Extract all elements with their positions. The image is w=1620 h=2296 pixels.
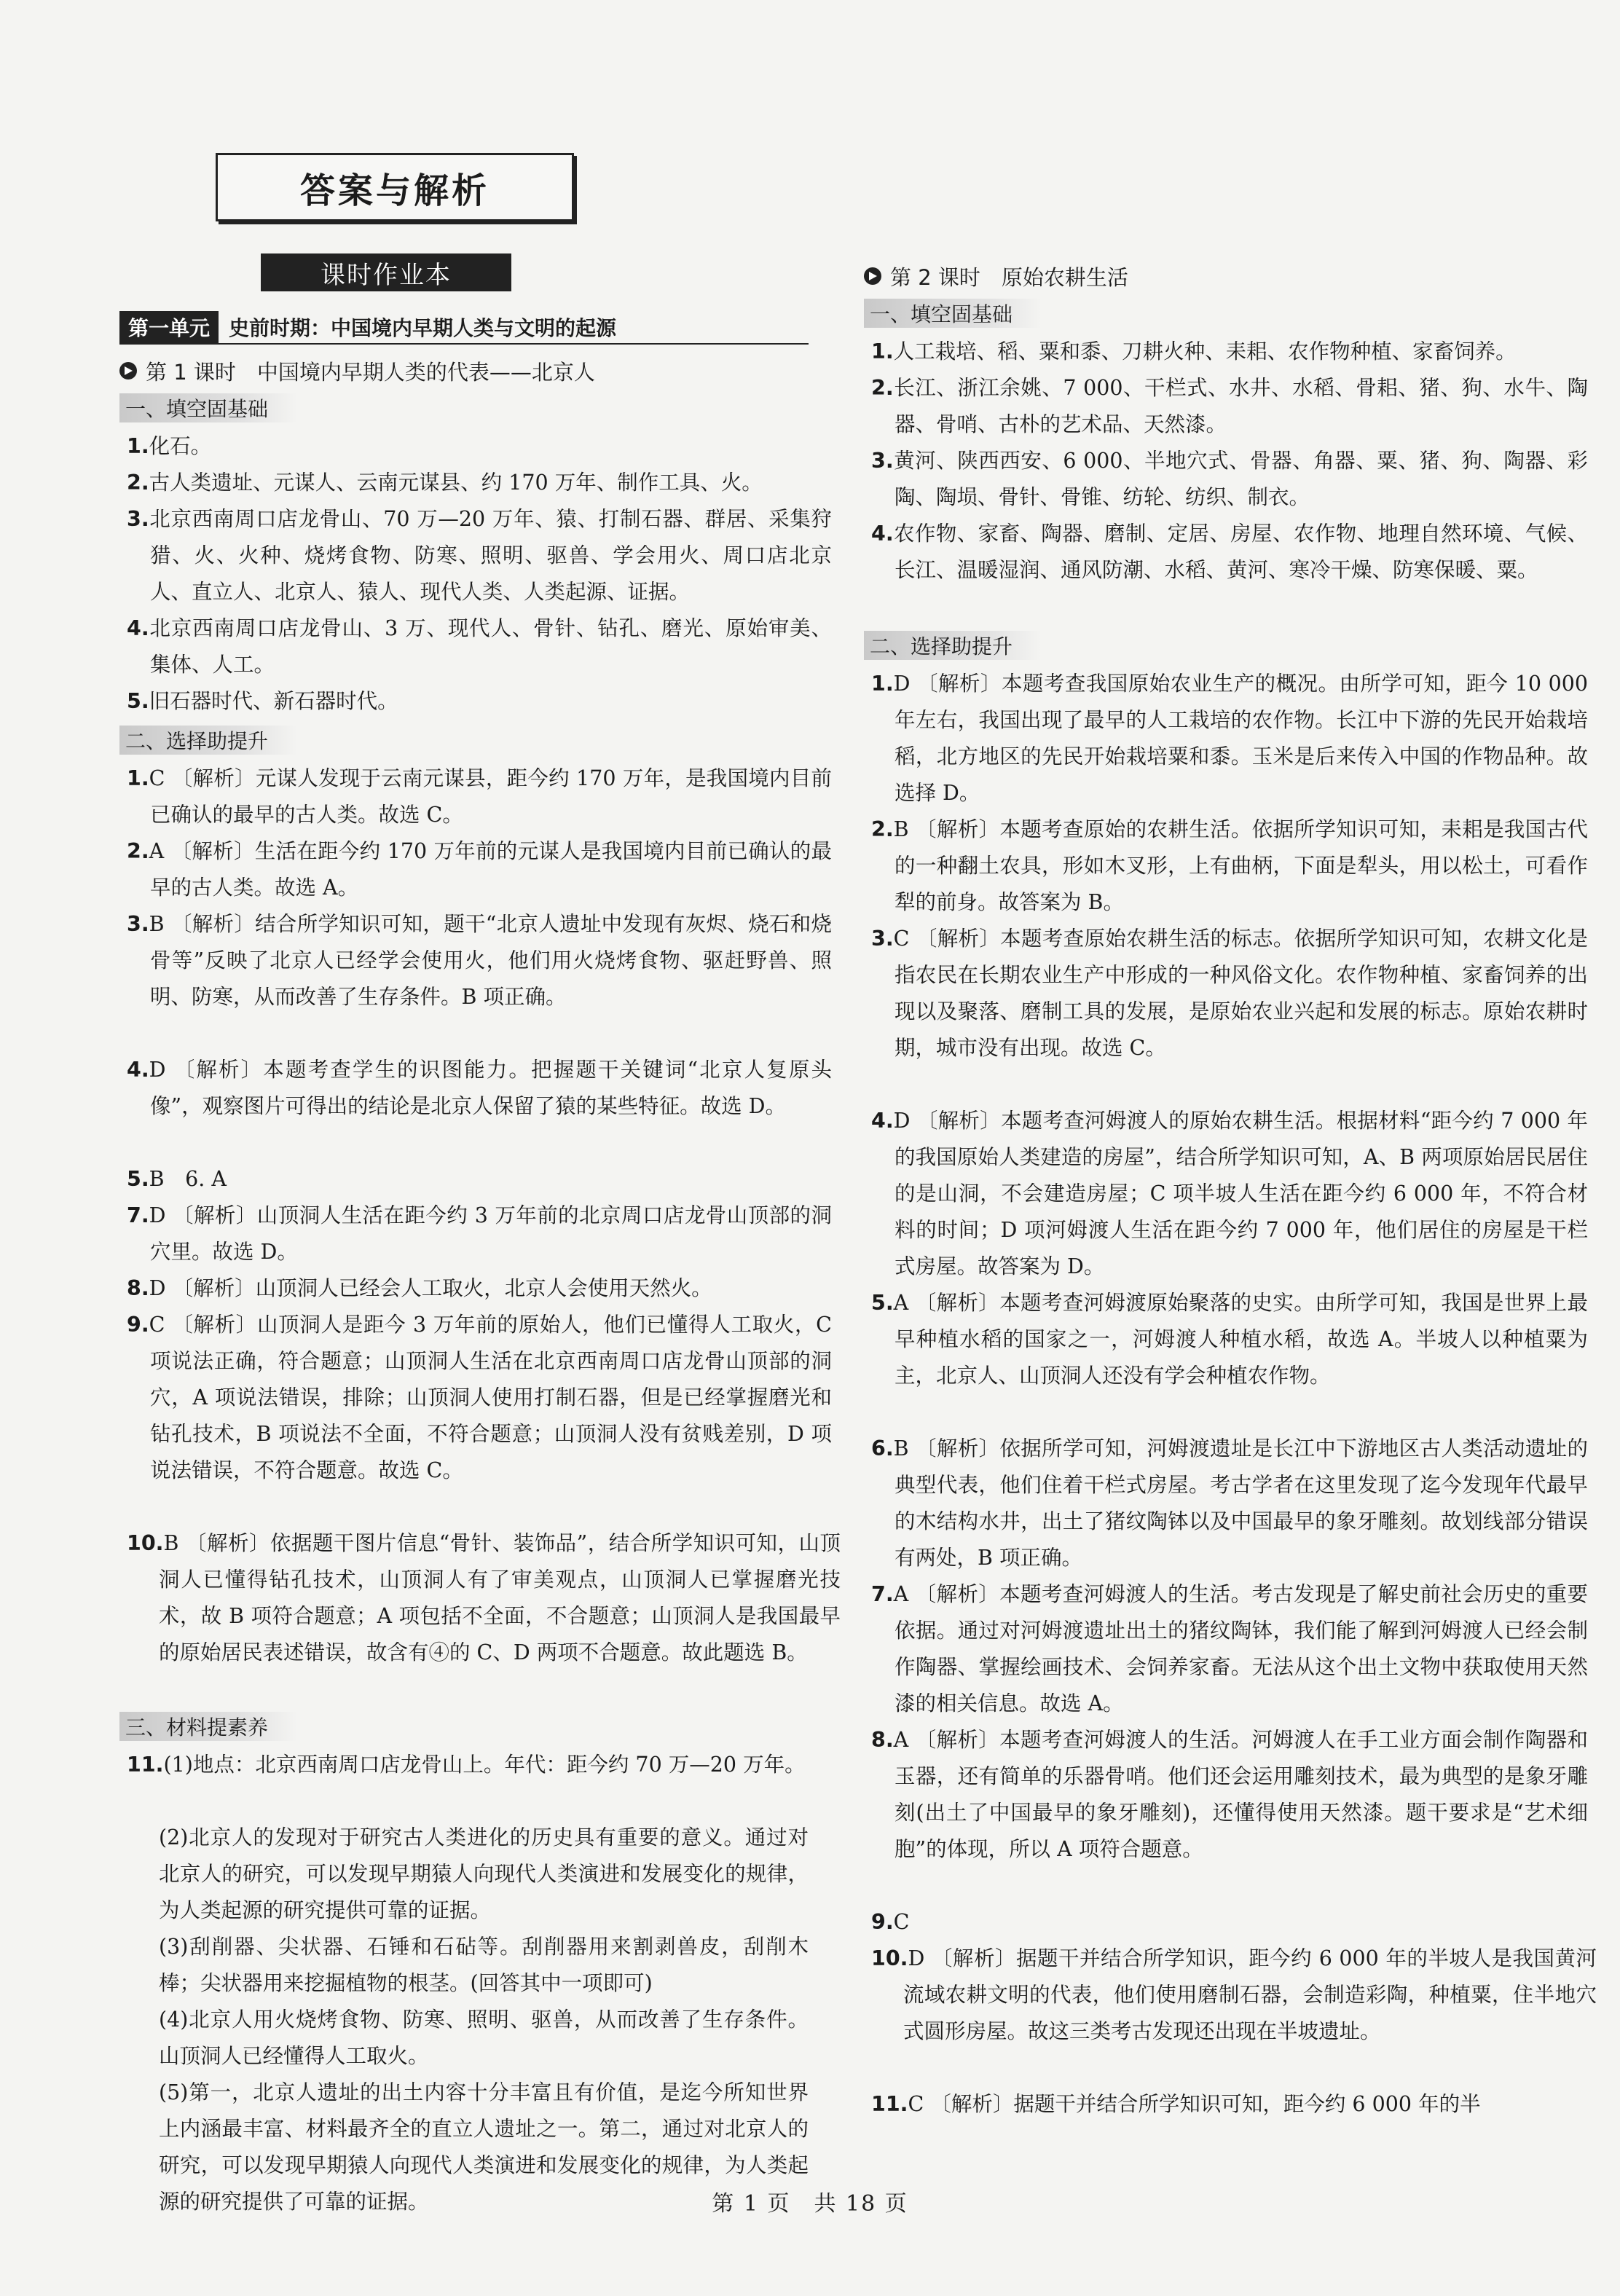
list-item: 4.D 〔解析〕本题考查学生的识图能力。把握题干关键词“北京人复原头像”，观察图片可得出的结论是北京人保留了猿的某些特征。故选 D。 <box>127 1058 832 1118</box>
section-heading: 二、选择助提升 <box>864 631 1042 660</box>
list-item: 5.旧石器时代、新石器时代。 <box>127 689 398 713</box>
list-item: 2.古人类遗址、元谋人、云南元谋县、约 170 万年、制作工具、火。 <box>127 471 763 495</box>
section-heading: 一、填空固基础 <box>119 393 297 422</box>
list-item: 8.A 〔解析〕本题考查河姆渡人的生活。河姆渡人在手工业方面会制作陶器和玉器，还有简单的乐器骨哨。他们还会运用雕刻技术，最为典型的是象牙雕刻(出土了中国最早的象牙雕刻)，还懂得使用天然漆。题干要求是“艺术细胞”的体现，所以 A 项符合题意。 <box>871 1728 1588 1861</box>
list-item: 5.A 〔解析〕本题考查河姆渡原始聚落的史实。由所学可知，我国是世界上最早种植水稻的国家之一，河姆渡人种植水稻，故选 A。半坡人以种植粟为主，北京人、山顶洞人还没有学会种植农作物。 <box>871 1291 1588 1388</box>
unit-title: 史前时期：中国境内早期人类与文明的起源 <box>229 316 617 340</box>
page-footer: 第 1 页 共 18 页 <box>712 2191 908 2217</box>
section-heading: 三、材料提素养 <box>119 1712 297 1741</box>
section-heading: 二、选择助提升 <box>119 726 297 755</box>
list-item: 8.D 〔解析〕山顶洞人已经会人工取火，北京人会使用天然火。 <box>127 1276 712 1300</box>
list-item: 3.黄河、陕西西安、6 000、半地穴式、骨器、角器、粟、猪、狗、陶器、彩陶、陶埙、骨针、骨锥、纺轮、纺织、制衣。 <box>871 449 1588 509</box>
list-item: 10.B 〔解析〕依据题干图片信息“骨针、装饰品”，结合所学知识可知，山顶洞人已懂得钻孔技术，山顶洞人有了审美观点，山顶洞人已掌握磨光技术，故 B 项符合题意；A 项包括不全面，不合题意；山顶洞人是我国最早的原始居民表述错误，故含有④的 C、D 两项不合题意。故此题选 B。 <box>127 1531 841 1664</box>
list-item: 9.C <box>871 1910 910 1934</box>
list-item: 2.长江、浙江余姚、7 000、干栏式、水井、水稻、骨耜、猪、狗、水牛、陶器、骨哨、古朴的艺术品、天然漆。 <box>871 376 1588 436</box>
list-item: 4.农作物、家畜、陶器、磨制、定居、房屋、农作物、地理自然环境、气候、长江、温暖湿润、通风防潮、水稻、黄河、寒冷干燥、防寒保暖、粟。 <box>871 522 1588 582</box>
list-item: 1.化石。 <box>127 434 212 458</box>
unit-tag: 第一单元 <box>119 311 219 343</box>
list-item: 5.B 6. A <box>127 1167 227 1191</box>
list-item: 11.C 〔解析〕据题干并结合所学知识可知，距今约 6 000 年的半 <box>871 2092 1481 2116</box>
section-heading: 一、填空固基础 <box>864 299 1042 328</box>
list-item: 2.A 〔解析〕生活在距今约 170 万年前的元谋人是我国境内目前已确认的最早的古人类。故选 A。 <box>127 839 832 900</box>
page-subtitle: 课时作业本 <box>261 253 511 291</box>
list-item: 10.D 〔解析〕据题干并结合所学知识，距今约 6 000 年的半坡人是我国黄河流域农耕文明的代表，他们使用磨制石器，会制造彩陶，种植粟，住半地穴式圆形房屋。故这三类考古发现还出现在半坡遗址。 <box>871 1946 1597 2043</box>
play-bullet-icon <box>119 362 137 380</box>
unit-header <box>119 311 809 345</box>
list-item: 4.D 〔解析〕本题考查河姆渡人的原始农耕生活。根据材料“距今约 7 000 年的我国原始人类建造的房屋”，结合所学知识可知，A、B 两项原始居民居住的是山洞，不会建造房屋；C 项半坡人生活在距今约 6 000 年，不符合材料的时间；D 项河姆渡人生活在距今约 7 000 年，他们居住的房屋是干栏式房屋。故答案为 D。 <box>871 1109 1588 1278</box>
lesson-2-title: 第 2 课时 原始农耕生活 <box>890 264 1128 290</box>
answer-paragraph: (5)第一，北京人遗址的出土内容十分丰富且有价值，是迄今所知世界上内涵最丰富、材料最齐全的直立人遗址之一。第二，通过对北京人的研究，可以发现早期猿人向现代人类演进和发展变化的规律，为人类起源的研究提供了可靠的证据。 <box>159 2080 809 2214</box>
lesson-1-heading <box>119 354 595 388</box>
list-item: 11.(1)地点：北京西南周口店龙骨山上。年代：距今约 70 万—20 万年。 <box>127 1753 806 1777</box>
list-item: 7.A 〔解析〕本题考查河姆渡人的生活。考古发现是了解史前社会历史的重要依据。通过对河姆渡遗址出土的猪纹陶钵，我们能了解到河姆渡人已经会制作陶器、掌握绘画技术、会饲养家畜。无法从这个出土文物中获取使用天然漆的相关信息。故选 A。 <box>871 1582 1588 1715</box>
list-item: 3.B 〔解析〕结合所学知识可知，题干“北京人遗址中发现有灰烬、烧石和烧骨等”反映了北京人已经学会使用火，他们用火烧烤食物、驱赶野兽、照明、防寒，从而改善了生存条件。B 项正确。 <box>127 912 832 1009</box>
list-item: 4.北京西南周口店龙骨山、3 万、现代人、骨针、钻孔、磨光、原始审美、集体、人工。 <box>127 616 832 677</box>
lesson-1-title: 第 1 课时 中国境内早期人类的代表——北京人 <box>146 359 595 385</box>
list-item: 7.D 〔解析〕山顶洞人生活在距今约 3 万年前的北京周口店龙骨山顶部的洞穴里。故选 D。 <box>127 1203 832 1264</box>
list-item: 3.北京西南周口店龙骨山、70 万—20 万年、猿、打制石器、群居、采集狩猎、火、火种、烧烤食物、防寒、照明、驱兽、学会用火、周口店北京人、直立人、北京人、猿人、现代人类、人类起源、证据。 <box>127 507 832 604</box>
answer-paragraph: (4)北京人用火烧烤食物、防寒、照明、驱兽，从而改善了生存条件。山顶洞人已经懂得人工取火。 <box>159 2008 809 2068</box>
list-item: 6.B 〔解析〕依据所学可知，河姆渡遗址是长江中下游地区古人类活动遗址的典型代表，他们住着干栏式房屋。考古学者在这里发现了迄今发现年代最早的木结构水井，出土了猪纹陶钵以及中国最早的象牙雕刻。故划线部分错误有两处，B 项正确。 <box>871 1436 1588 1570</box>
list-item: 2.B 〔解析〕本题考查原始的农耕生活。依据所学知识可知，耒耜是我国古代的一种翻土农具，形如木叉形，上有曲柄，下面是犁头，用以松土，可看作犁的前身。故答案为 B。 <box>871 817 1588 914</box>
list-item: 1.D 〔解析〕本题考查我国原始农业生产的概况。由所学可知，距今 10 000 年左右，我国出现了最早的人工栽培的农作物。长江中下游的先民开始栽培稻，北方地区的先民开始栽培粟和黍。玉米是后来传入中国的作物品种。故选择 D。 <box>871 672 1588 805</box>
answer-paragraph: (3)刮削器、尖状器、石锤和石砧等。刮削器用来割剥兽皮，刮削木棒；尖状器用来挖掘植物的根茎。(回答其中一项即可) <box>159 1935 809 1995</box>
answer-paragraph: (2)北京人的发现对于研究古人类进化的历史具有重要的意义。通过对北京人的研究，可以发现早期猿人向现代人类演进和发展变化的规律，为人类起源的研究提供可靠的证据。 <box>159 1825 809 1922</box>
list-item: 1.人工栽培、稻、粟和黍、刀耕火种、耒耜、农作物种植、家畜饲养。 <box>871 339 1517 363</box>
play-bullet-icon <box>864 267 881 285</box>
page-title: 答案与解析 <box>216 153 574 221</box>
list-item: 9.C 〔解析〕山顶洞人是距今 3 万年前的原始人，他们已懂得人工取火，C 项说法正确，符合题意；山顶洞人生活在北京西南周口店龙骨山顶部的洞穴，A 项说法错误，排除；山顶洞人使用打制石器，但是已经掌握磨光和钻孔技术，B 项说法不全面，不符合题意；山顶洞人没有贫贱差别，D 项说法错误，不符合题意。故选 C。 <box>127 1313 832 1482</box>
list-item: 3.C 〔解析〕本题考查原始农耕生活的标志。依据所学知识可知，农耕文化是指农民在长期农业生产中形成的一种风俗文化。农作物种植、家畜饲养的出现以及聚落、磨制工具的发展，是原始农业兴起和发展的标志。原始农耕时期，城市没有出现。故选 C。 <box>871 927 1588 1060</box>
lesson-2-heading <box>864 259 1128 293</box>
list-item: 1.C 〔解析〕元谋人发现于云南元谋县，距今约 170 万年，是我国境内目前已确认的最早的古人类。故选 C。 <box>127 766 832 827</box>
